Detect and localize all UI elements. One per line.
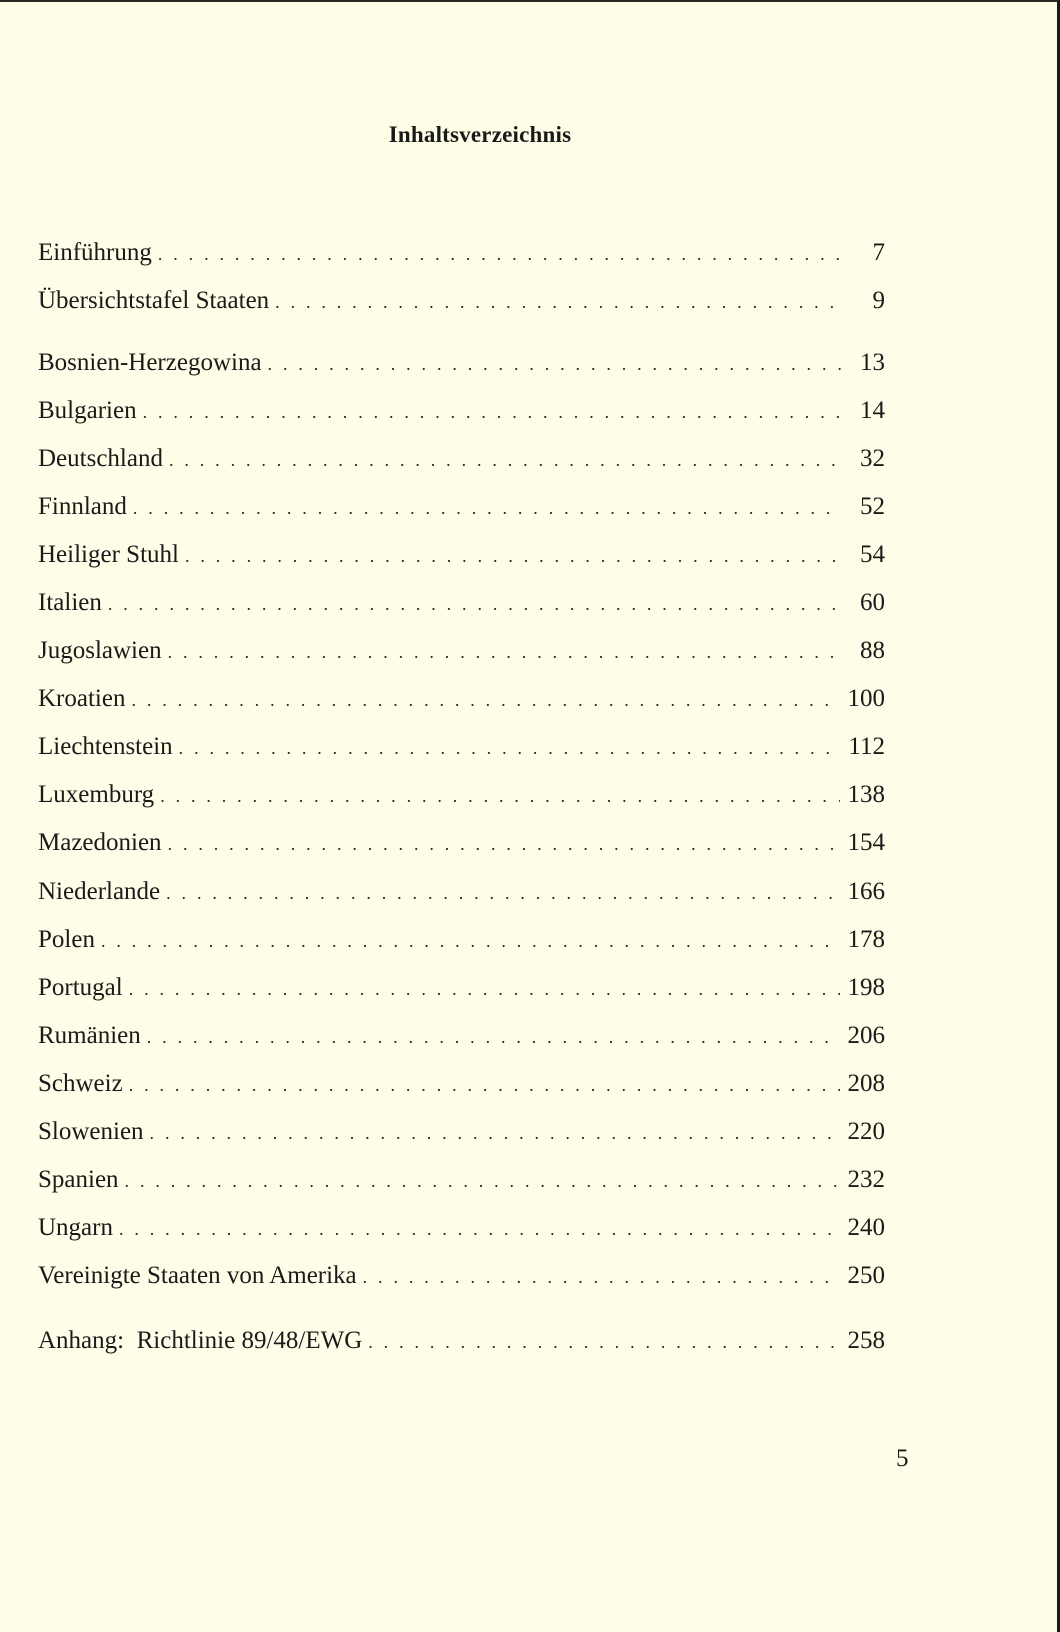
toc-dot-leader <box>168 834 840 855</box>
toc-entry-label: Bosnien-Herzegowina <box>38 349 262 376</box>
toc-entry-page: 240 <box>847 1214 885 1241</box>
toc-entry <box>38 1118 885 1152</box>
toc-entry-label: Deutschland <box>38 445 163 472</box>
toc-entry-label: Bulgarien <box>38 397 137 424</box>
toc-dot-leader <box>168 642 841 663</box>
toc-entry <box>38 878 885 912</box>
toc-dot-leader <box>166 883 839 904</box>
toc-entry-label: Heiliger Stuhl <box>38 541 179 568</box>
toc-dot-leader <box>125 1171 840 1192</box>
toc-entry-label: Rumänien <box>38 1022 141 1049</box>
toc-entry-label: Niederlande <box>38 878 161 905</box>
toc-entry-label: Slowenien <box>38 1118 144 1145</box>
toc-dot-leader <box>131 690 839 711</box>
toc-entry <box>38 829 885 863</box>
toc-entry-page: 14 <box>860 397 885 424</box>
toc-entry-page: 208 <box>847 1070 885 1097</box>
toc-entry-page: 52 <box>860 493 885 520</box>
toc-entry-page: 60 <box>860 589 885 616</box>
toc-dot-leader <box>150 1123 840 1144</box>
toc-entry-label: Ungarn <box>38 1214 113 1241</box>
toc-entry-page: 206 <box>847 1022 885 1049</box>
toc-entry-label: Portugal <box>38 974 123 1001</box>
toc-entry <box>38 397 885 431</box>
toc-entry <box>38 1166 885 1200</box>
toc-dot-leader <box>179 738 841 759</box>
toc-entry-label: Anhang: Richtlinie 89/48/EWG <box>38 1327 363 1354</box>
toc-entry <box>38 685 885 719</box>
toc-dot-leader <box>268 354 841 375</box>
toc-dot-leader <box>143 402 841 423</box>
toc-entry <box>38 493 885 527</box>
toc-entry-label: Luxemburg <box>38 781 155 808</box>
toc-dot-leader <box>169 450 841 471</box>
toc-entry-label: Spanien <box>38 1166 119 1193</box>
toc-entry <box>38 239 885 273</box>
toc-entry <box>38 1262 885 1296</box>
toc-dot-leader <box>101 931 840 952</box>
toc-dot-leader <box>147 1027 840 1048</box>
toc-entry <box>38 1327 885 1361</box>
toc-entry-page: 250 <box>847 1262 885 1289</box>
toc-entry-page: 220 <box>847 1118 885 1145</box>
toc-entry-page: 232 <box>847 1166 885 1193</box>
toc-entry <box>38 589 885 623</box>
toc-entry-label: Übersichtstafel Staaten <box>38 287 270 314</box>
toc-entry-label: Mazedonien <box>38 829 162 856</box>
toc-entry-label: Liechtenstein <box>38 733 173 760</box>
toc-entry <box>38 781 885 815</box>
toc-entry-label: Einführung <box>38 239 152 266</box>
toc-entry <box>38 974 885 1008</box>
toc-entry-page: 154 <box>847 829 885 856</box>
page-number: 5 <box>896 1445 909 1472</box>
toc-entry <box>38 637 885 671</box>
toc-dot-leader <box>275 292 841 313</box>
toc-entry-label: Vereinigte Staaten von Amerika <box>38 1262 357 1289</box>
toc-dot-leader <box>108 594 841 615</box>
toc-entry-label: Kroatien <box>38 685 126 712</box>
toc-entry-page: 198 <box>847 974 885 1001</box>
toc-dot-leader <box>158 244 841 265</box>
toc-entry <box>38 1022 885 1056</box>
toc-entry-label: Finnland <box>38 493 127 520</box>
toc-entry <box>38 541 885 575</box>
toc-dot-leader <box>119 1219 840 1240</box>
toc-entry-page: 88 <box>860 637 885 664</box>
toc-entry-page: 54 <box>860 541 885 568</box>
toc-entry-page: 258 <box>847 1327 885 1354</box>
toc-dot-leader <box>129 1075 840 1096</box>
toc-entry-page: 9 <box>872 287 885 314</box>
toc-entry-label: Schweiz <box>38 1070 123 1097</box>
toc-entry <box>38 287 885 321</box>
toc-entry <box>38 445 885 479</box>
toc-entry-page: 112 <box>848 733 885 760</box>
toc-entry-label: Italien <box>38 589 102 616</box>
toc-entry-page: 178 <box>847 926 885 953</box>
toc-entry <box>38 1214 885 1248</box>
toc-entry <box>38 1070 885 1104</box>
toc-dot-leader <box>185 546 841 567</box>
toc-entry-label: Jugoslawien <box>38 637 162 664</box>
toc-entry-page: 138 <box>847 781 885 808</box>
toc-dot-leader <box>363 1267 840 1288</box>
toc-entry-page: 7 <box>872 239 885 266</box>
toc-entry-page: 32 <box>860 445 885 472</box>
toc-entry-page: 100 <box>847 685 885 712</box>
toc-dot-leader <box>368 1332 839 1353</box>
toc-dot-leader <box>129 979 840 1000</box>
toc-entry <box>38 733 885 767</box>
toc-entry-page: 166 <box>847 878 885 905</box>
toc-dot-leader <box>160 786 839 807</box>
toc-entry-label: Polen <box>38 926 95 953</box>
toc-entry-page: 13 <box>860 349 885 376</box>
toc-entry <box>38 349 885 383</box>
toc-entry <box>38 926 885 960</box>
page-title: Inhaltsverzeichnis <box>388 122 572 147</box>
toc-dot-leader <box>133 498 841 519</box>
